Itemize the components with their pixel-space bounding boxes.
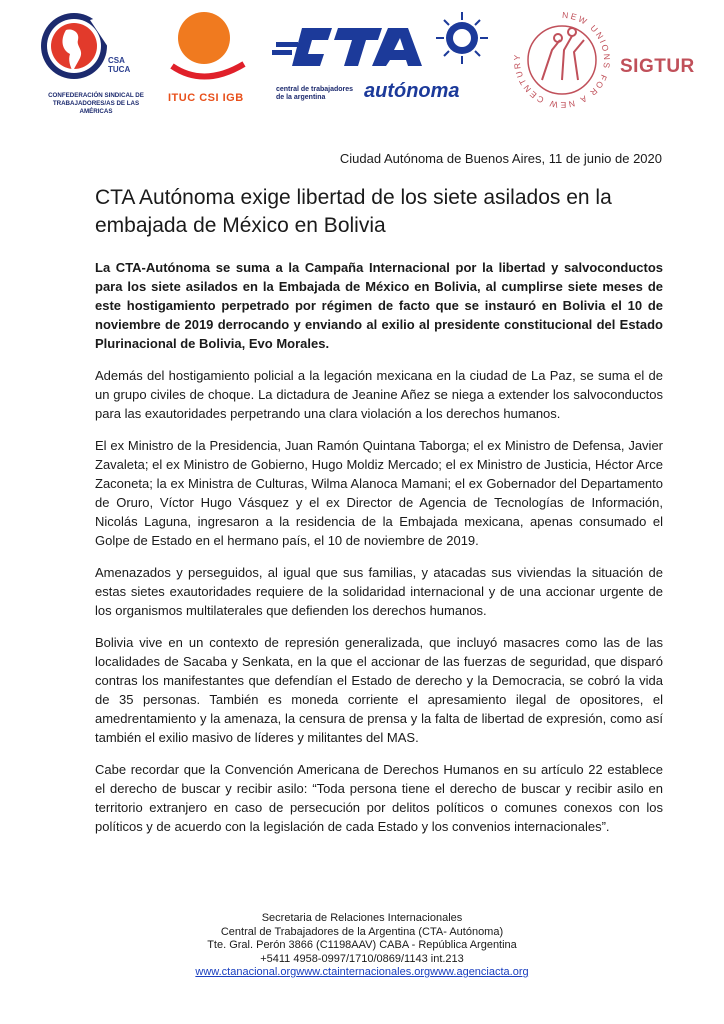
svg-text:NEW UNIONS FOR A NEW CENTURY (512, 10, 612, 110)
cta-autonoma-text: autónoma (364, 80, 460, 102)
csa-globe-icon (40, 10, 110, 88)
csa-logo (40, 10, 150, 115)
footer-link-ctainternacionales[interactable]: www.ctainternacionales.org (296, 966, 431, 978)
sigtur-ring-text: NEW UNIONS FOR A NEW CENTURY (512, 10, 613, 110)
body-paragraph: Además del hostigamiento policial a la legación mexicana en la ciudad de La Paz, se suma el de un grupo civiles de choque. La dictadura de Jeanine Añez se niega a extender los salvoconductos para las exautoridades perpetrando una clara violación a los derechos humanos. (95, 368, 663, 421)
csa-caption: CONFEDERACIÓN SINDICAL DE TRABAJADORES/AS DE LAS AMÉRICAS (48, 92, 144, 115)
footer-link-agenciacta[interactable]: www.agenciacta.org (430, 966, 529, 978)
header-logos (0, 0, 724, 130)
body-paragraph: Amenazados y perseguidos, al igual que sus familias, y atacadas sus viviendas la situación de estas sietes exautoridades requiere de la solidaridad internacional y de una accionar urgente de los organismos multilaterales que defienden los derechos humanos. (95, 565, 663, 618)
body-paragraph: El ex Ministro de la Presidencia, Juan Ramón Quintana Taborga; el ex Ministro de Defensa, Javier Zavaleta; el ex Ministro de Gobierno, Hugo Moldiz Mercado; el ex Ministro de Justicia, Héctor Arce Zaconeta; la ex Ministra de Culturas, Wilma Alanoca Mamani; el ex Gobernador del Departamento de Oruro, Víctor Hugo Vásquez y el ex Director de Agencia de Tecnologías de Información, Nicolás Laguna, ingresaron a la residencia de la Embajada mexicana, apenas consumado el Golpe de Estado en el hermano país, el 10 de noviembre de 2019. (95, 438, 663, 548)
body-paragraph: Bolivia vive en un contexto de represión generalizada, que incluyó masacres como las de las localidades de Sacaba y Senkata, en la que el accionar de las fuerzas de seguridad, que disparó contras los manifestantes que defendían el Estado de derecho y la Democracia, se cobró la vida de 35 personas. También es moneda corriente el apresamiento ilegal de opositores, el amedrentamiento y la amenaza, la censura de prensa y la falta de libertad de expresión, como así también el exilio masivo de líderes y militantes del MAS. (95, 635, 663, 745)
cta-wordmark-icon (272, 8, 500, 88)
sigtur-logo (512, 10, 724, 110)
sigtur-seal-icon (512, 10, 622, 110)
footer-address: Tte. Gral. Perón 3866 (C1198AAV) CABA - República Argentina (207, 939, 517, 951)
footer-department: Secretaria de Relaciones Internacionales (261, 912, 463, 924)
footer-phone: +5411 4958-0997/1710/0869/1143 int.213 (260, 952, 464, 965)
ituc-logo (162, 10, 254, 110)
ituc-mark-icon (162, 10, 254, 90)
cta-logo (272, 8, 500, 112)
footer-links (0, 966, 724, 980)
footer-organization: Central de Trabajadores de la Argentina (CTA- Autónoma) (220, 925, 504, 938)
sigtur-name: SIGTUR (620, 56, 695, 77)
document-title: CTA Autónoma exige libertad de los siete asilados en la embajada de México en Bolivia (95, 186, 612, 237)
body-paragraph: Cabe recordar que la Convención Americana de Derechos Humanos en su artículo 22 establece el derecho de buscar y recibir asilo: “Toda persona tiene el derecho de buscar y recibir asilo en territorio extranjero en caso de persecución por delitos políticos o comunes conexos con los políticos y de acuerdo con la legislación de cada Estado y los convenios internacionales”. (95, 762, 663, 834)
footer (0, 912, 724, 980)
document-body (95, 258, 663, 849)
cta-subtitle: central de trabajadores de la argentina (276, 86, 354, 101)
ituc-caption: ITUC CSI IGB (168, 92, 244, 104)
lead-paragraph: La CTA-Autónoma se suma a la Campaña Internacional por la libertad y salvoconductos para los siete asilados en la Embajada de México en Bolivia, al cumplirse siete meses de este hostigamiento perpetrado por régimen de facto que se instauró en Bolivia el 10 de noviembre de 2019 derrocando y enviando al exilio al presidente constitucional del Estado Plurinacional de Bolivia, Evo Morales. (95, 260, 663, 351)
document-date: Ciudad Autónoma de Buenos Aires, 11 de junio de 2020 (339, 151, 662, 166)
footer-link-ctanacional[interactable]: www.ctanacional.org (195, 966, 297, 978)
csa-brand-text: CSA TUCA (108, 56, 131, 74)
